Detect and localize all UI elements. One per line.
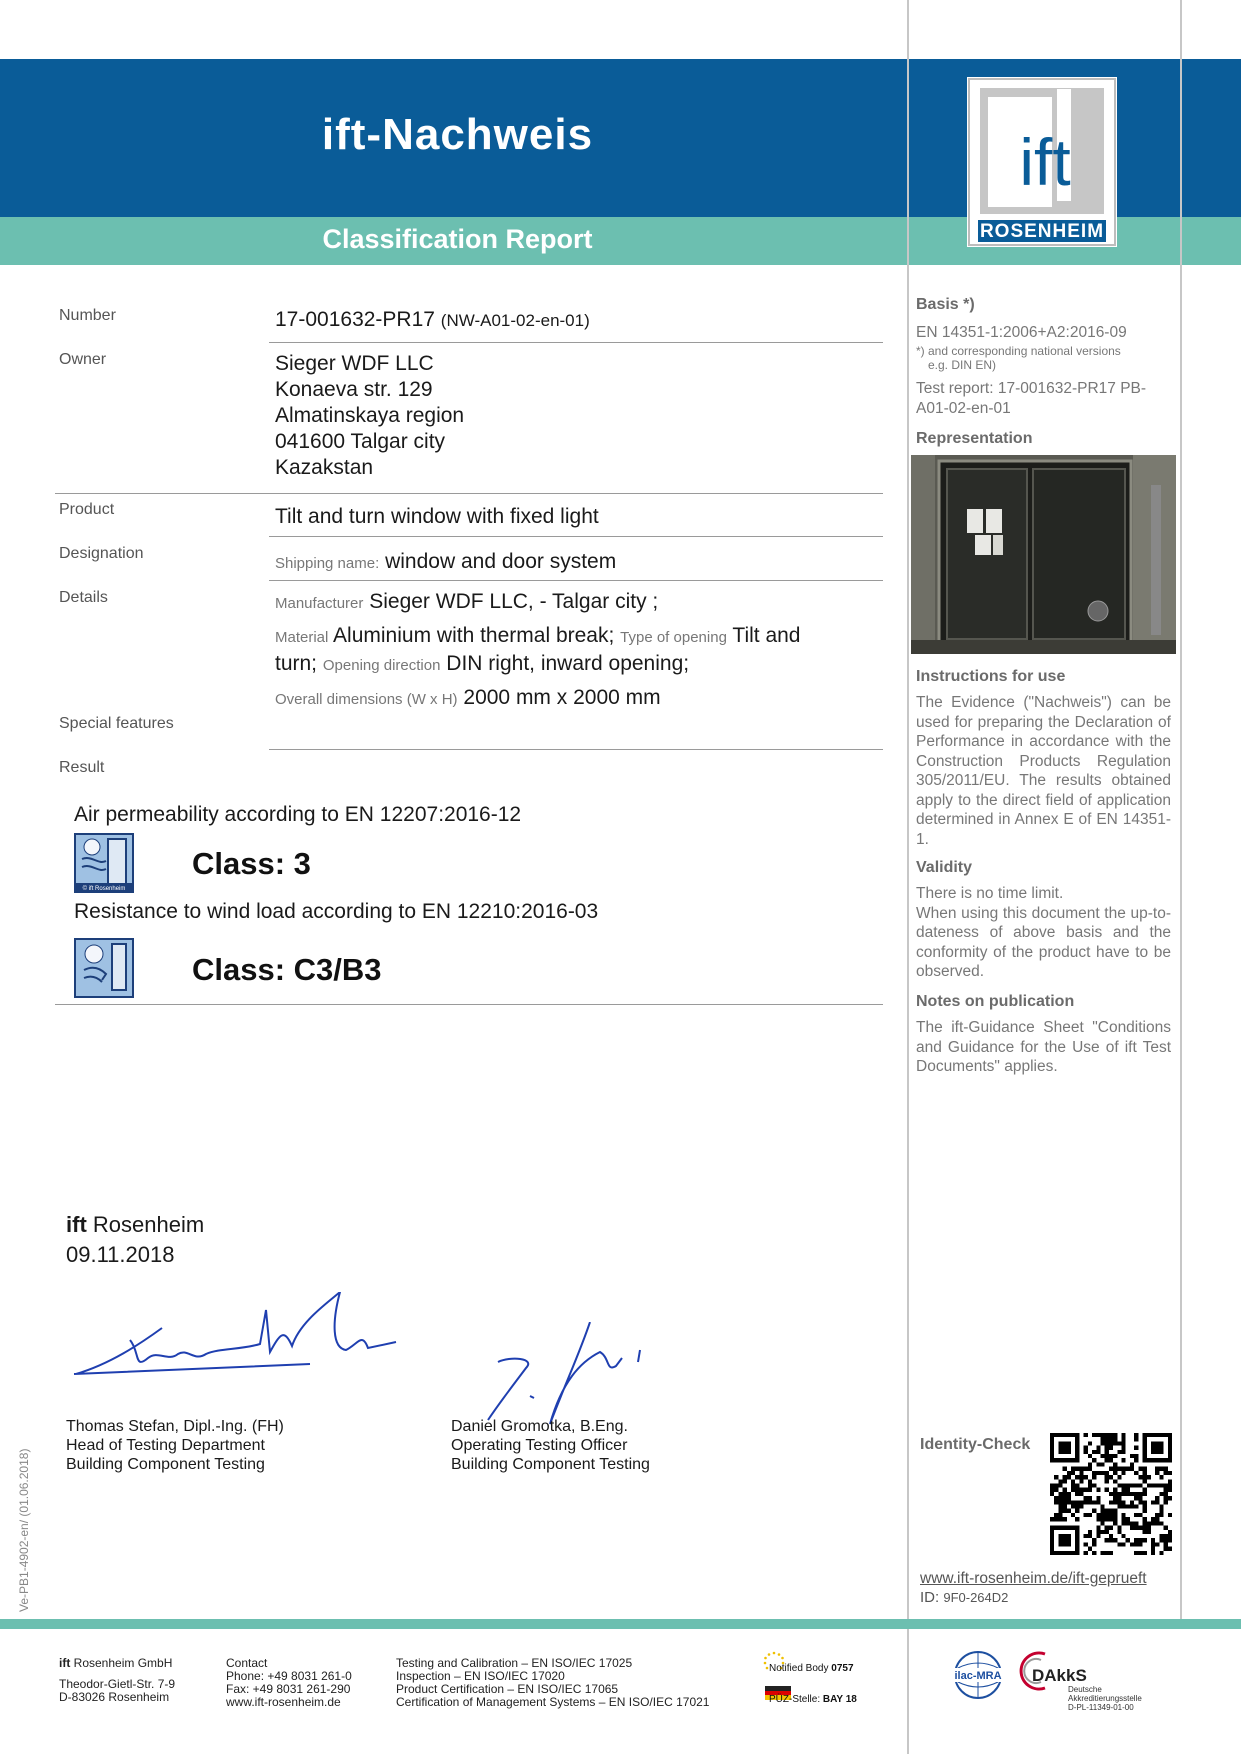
qr-code[interactable] — [1050, 1433, 1172, 1555]
svg-text:© ift Rosenheim: © ift Rosenheim — [82, 886, 126, 891]
result-label: Result — [59, 759, 105, 776]
product-value: Tilt and turn window with fixed light — [275, 505, 599, 528]
footer-accreditations: Testing and Calibration – EN ISO/IEC 17025 Inspection – EN ISO/IEC 17020 Product Certification – EN ISO/IEC 17065 Certification of Management Systems – EN ISO/IEC 17021 — [396, 1656, 710, 1709]
right-divider — [1180, 0, 1182, 1620]
footer-contact: Contact Phone: +49 8031 261-0 Fax: +49 8031 261-290 www.ift-rosenheim.de — [226, 1656, 352, 1709]
notified-body: Notified Body 0757 — [769, 1663, 854, 1674]
details-value: Manufacturer Sieger WDF LLC, - Talgar city ; Material Aluminium with thermal break; Type of opening Tilt and turn; Opening direction DIN right, inward opening; Overall dimensions (W x H) 2000 mm x 2000 mm — [275, 590, 801, 709]
number-label: Number — [59, 307, 116, 324]
instructions-text: The Evidence ("Nachweis") can be used for preparing the Declaration of Performance in accordance with the Construction Products Regulation 305/2011/EU. The results obtained apply to the direct field of application determined in Annex E of EN 14351-1. — [916, 694, 1171, 848]
form-code: Ve-PB1-4902-en/ (01.06.2018) — [17, 1448, 31, 1612]
notes-text: The ift-Guidance Sheet "Conditions and Guidance for the Use of ift Test Documents" applies. — [916, 1019, 1171, 1075]
svg-text:ift: ift — [1019, 125, 1071, 199]
footer-company: ift Rosenheim GmbH Theodor-Gietl-Str. 7-9 D-83026 Rosenheim — [59, 1656, 176, 1704]
divider — [55, 493, 883, 494]
air-permeability-class: Class: 3 — [192, 846, 311, 881]
test-report: Test report: 17-001632-PR17 PB- A01-02-en-01 — [916, 380, 1147, 417]
ift-logo — [967, 77, 1117, 247]
basis-label: Basis *) — [916, 296, 975, 313]
result-heading-air: Air permeability according to EN 12207:2016-12 — [74, 803, 522, 826]
special-features-label: Special features — [59, 715, 174, 732]
divider — [269, 536, 883, 537]
representation-label: Representation — [916, 430, 1033, 447]
verification-link[interactable]: www.ift-rosenheim.de/ift-geprueft — [920, 1570, 1147, 1587]
dakks-name: DAkkS — [1032, 1666, 1087, 1685]
signatory-1: Thomas Stefan, Dipl.-Ing. (FH) Head of Testing Department Building Component Testing — [66, 1418, 284, 1473]
signatory-2: Daniel Gromotka, B.Eng. Operating Testing Officer Building Component Testing — [451, 1418, 650, 1473]
details-label: Details — [59, 589, 108, 606]
designation-label: Designation — [59, 545, 144, 562]
basis-value: EN 14351-1:2006+A2:2016-09 — [916, 324, 1127, 341]
signature-thomas-stefan — [70, 1292, 400, 1387]
air-permeability-icon — [74, 833, 134, 893]
owner-address: Sieger WDF LLC Konaeva str. 129 Almatinskaya region 041600 Talgar city Kazakstan — [275, 352, 465, 479]
notes-label: Notes on publication — [916, 993, 1075, 1010]
validity-label: Validity — [916, 859, 973, 876]
wind-load-class: Class: C3/B3 — [192, 952, 382, 987]
page-title: ift-Nachweis — [321, 110, 594, 159]
dakks-subtitle: Deutsche Akkreditierungsstelle D-PL-11349-01-00 — [1068, 1685, 1142, 1712]
issuer: ift Rosenheim 09.11.2018 — [66, 1212, 205, 1267]
owner-label: Owner — [59, 351, 107, 368]
divider — [269, 749, 883, 750]
result-heading-wind: Resistance to wind load according to EN 12210:2016-03 — [74, 900, 599, 923]
number-value: 17-001632-PR17 (NW-A01-02-en-01) — [275, 308, 590, 331]
divider — [55, 1004, 883, 1005]
svg-text:ilac-MRA: ilac-MRA — [954, 1670, 1002, 1682]
document-id: ID: 9F0-264D2 — [920, 1589, 1009, 1606]
divider — [269, 580, 883, 581]
footer-band — [0, 1619, 1241, 1629]
page-subtitle: Classification Report — [322, 224, 593, 254]
window-photo — [911, 455, 1176, 654]
identity-check-label: Identity-Check — [920, 1436, 1031, 1453]
ilac-mra-logo — [950, 1650, 1006, 1700]
divider — [269, 342, 883, 343]
instructions-label: Instructions for use — [916, 668, 1066, 685]
svg-text:ROSENHEIM: ROSENHEIM — [979, 221, 1105, 242]
puz-stelle: PÜZ-Stelle: BAY 18 — [769, 1694, 857, 1705]
designation-value: Shipping name: window and door system — [275, 550, 617, 573]
column-divider — [907, 0, 909, 1754]
product-label: Product — [59, 501, 115, 518]
wind-load-icon — [74, 938, 134, 998]
validity-text: There is no time limit. When using this document the up-to-dateness of above basis and the conformity of the product have to be observed. — [916, 885, 1171, 980]
basis-note: *) and corresponding national versions e.g. DIN EN) — [916, 344, 1121, 372]
